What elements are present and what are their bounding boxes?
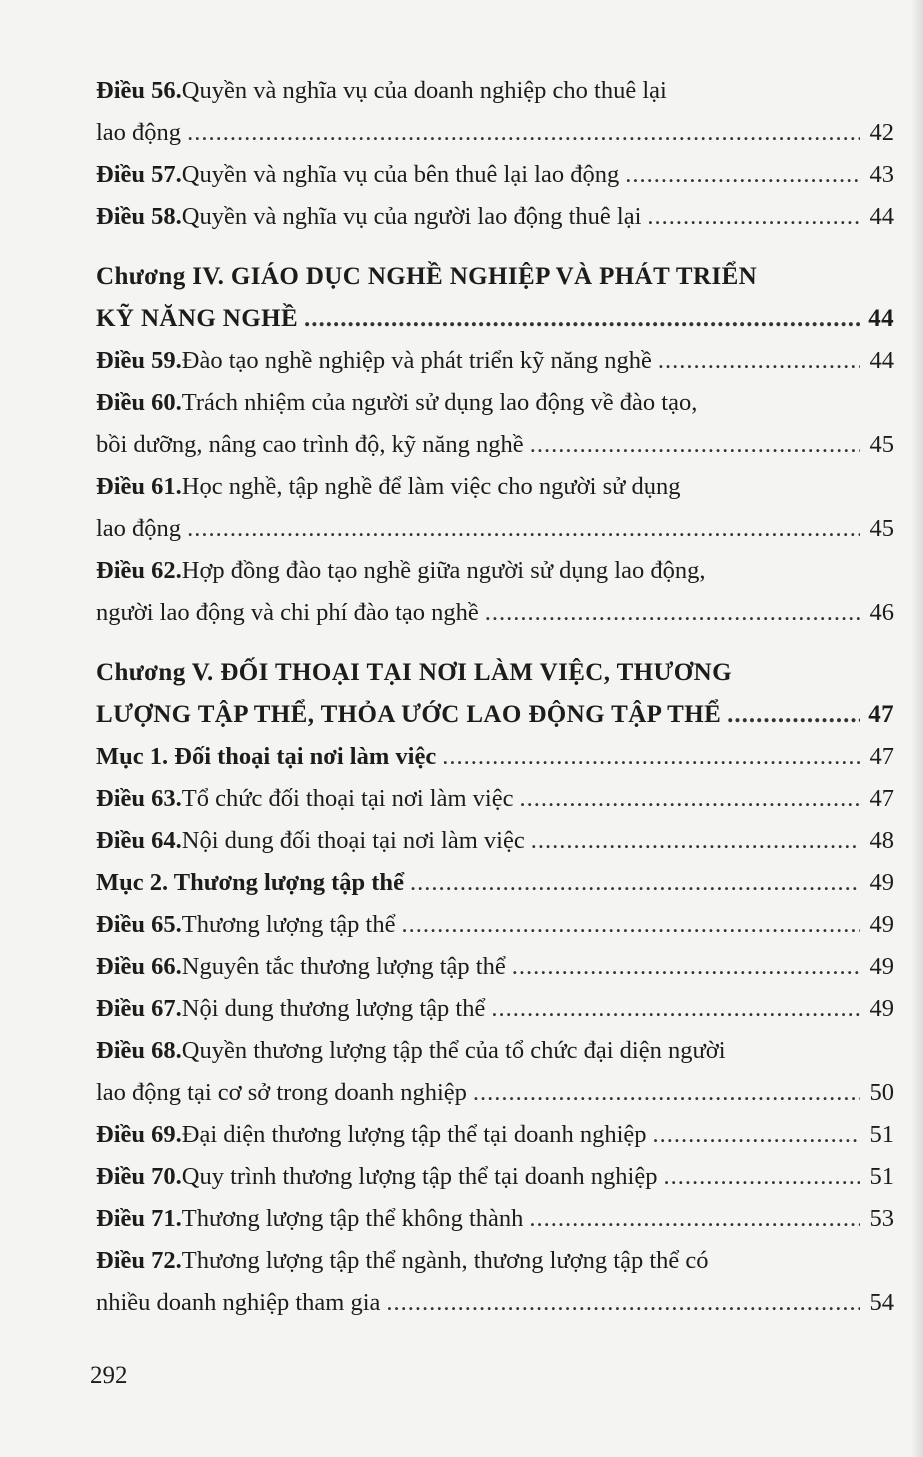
toc-line-continued bbox=[96, 1072, 894, 1114]
entry-title-continued: lao động bbox=[96, 515, 182, 542]
toc-line bbox=[96, 988, 894, 1030]
toc-page-number: 51 bbox=[869, 1121, 894, 1148]
toc-line bbox=[96, 550, 894, 592]
toc-article bbox=[96, 946, 894, 988]
entry-title-continued: bồi dưỡng, nâng cao trình độ, kỹ năng nghề bbox=[96, 431, 524, 458]
toc-line-continued bbox=[96, 508, 894, 550]
toc-line bbox=[96, 382, 894, 424]
toc-line bbox=[96, 1198, 894, 1240]
toc-article bbox=[96, 1030, 894, 1114]
toc-line bbox=[96, 778, 894, 820]
toc-line-continued bbox=[96, 1282, 894, 1324]
dot-leader bbox=[187, 508, 860, 550]
toc-page-number: 49 bbox=[869, 869, 894, 896]
entry-title: Nội dung thương lượng tập thể bbox=[181, 995, 486, 1022]
article-number: Điều 70. bbox=[96, 1163, 182, 1190]
toc-line-continued bbox=[96, 592, 894, 634]
article-number: Điều 66. bbox=[96, 953, 182, 980]
entry-title-continued: LƯỢNG TẬP THỂ, THỎA ƯỚC LAO ĐỘNG TẬP THỂ bbox=[96, 701, 722, 728]
toc-page-number: 47 bbox=[868, 701, 894, 728]
dot-leader bbox=[727, 694, 860, 736]
toc-article bbox=[96, 1156, 894, 1198]
dot-leader bbox=[512, 946, 860, 988]
dot-leader bbox=[304, 298, 860, 340]
article-number: Điều 61. bbox=[96, 473, 182, 500]
toc-article bbox=[96, 466, 894, 550]
entry-title: Tổ chức đối thoại tại nơi làm việc bbox=[181, 785, 514, 812]
toc-line bbox=[96, 1156, 894, 1198]
entry-title: Học nghề, tập nghề để làm việc cho người sử dụng bbox=[181, 473, 681, 500]
article-number: Điều 67. bbox=[96, 995, 182, 1022]
toc-line bbox=[96, 466, 894, 508]
toc-line bbox=[96, 340, 894, 382]
entry-title: Quyền và nghĩa vụ của bên thuê lại lao động bbox=[181, 161, 620, 188]
entry-title: Chương IV. GIÁO DỤC NGHỀ NGHIỆP VÀ PHÁT TRIỂN bbox=[96, 263, 758, 290]
toc-line-continued bbox=[96, 298, 894, 340]
dot-leader bbox=[647, 196, 860, 238]
dot-leader bbox=[658, 340, 860, 382]
toc-page-number: 47 bbox=[869, 785, 894, 812]
toc-page-number: 49 bbox=[869, 911, 894, 938]
dot-leader bbox=[491, 988, 860, 1030]
toc-article bbox=[96, 382, 894, 466]
entry-title: Thương lượng tập thể không thành bbox=[181, 1205, 524, 1232]
dot-leader bbox=[625, 154, 860, 196]
toc-article bbox=[96, 820, 894, 862]
toc-line-continued bbox=[96, 694, 894, 736]
toc-line bbox=[96, 1114, 894, 1156]
toc-page-number: 45 bbox=[869, 431, 894, 458]
entry-title: Đại diện thương lượng tập thể tại doanh nghiệp bbox=[181, 1121, 647, 1148]
entry-title: Nội dung đối thoại tại nơi làm việc bbox=[181, 827, 525, 854]
dot-leader bbox=[187, 112, 860, 154]
dot-leader bbox=[401, 904, 860, 946]
dot-leader bbox=[653, 1114, 860, 1156]
toc-line bbox=[96, 904, 894, 946]
article-number: Điều 58. bbox=[96, 203, 182, 230]
table-of-contents bbox=[96, 70, 894, 1324]
toc-article bbox=[96, 340, 894, 382]
toc-line bbox=[96, 736, 894, 778]
entry-title-continued: lao động bbox=[96, 119, 182, 146]
dot-leader bbox=[663, 1156, 860, 1198]
toc-page-number: 54 bbox=[869, 1289, 894, 1316]
toc-line bbox=[96, 1030, 894, 1072]
toc-line bbox=[96, 862, 894, 904]
toc-line-continued bbox=[96, 424, 894, 466]
toc-article bbox=[96, 70, 894, 154]
toc-line bbox=[96, 820, 894, 862]
toc-line bbox=[96, 196, 894, 238]
page-number: 292 bbox=[90, 1362, 128, 1389]
page-edge-shadow bbox=[911, 0, 923, 1457]
toc-article bbox=[96, 988, 894, 1030]
dot-leader bbox=[485, 592, 860, 634]
toc-page-number: 51 bbox=[869, 1163, 894, 1190]
article-number: Điều 72. bbox=[96, 1247, 182, 1274]
toc-article bbox=[96, 550, 894, 634]
toc-section bbox=[96, 862, 894, 904]
toc-article bbox=[96, 1114, 894, 1156]
dot-leader bbox=[386, 1282, 860, 1324]
entry-title-continued: lao động tại cơ sở trong doanh nghiệp bbox=[96, 1079, 467, 1106]
entry-title: Mục 2. Thương lượng tập thể bbox=[96, 869, 404, 896]
entry-title: Thương lượng tập thể ngành, thương lượng tập thể có bbox=[181, 1247, 709, 1274]
toc-article bbox=[96, 1198, 894, 1240]
article-number: Điều 59. bbox=[96, 347, 182, 374]
article-number: Điều 57. bbox=[96, 161, 182, 188]
toc-page-number: 48 bbox=[869, 827, 894, 854]
entry-title: Nguyên tắc thương lượng tập thể bbox=[181, 953, 506, 980]
article-number: Điều 60. bbox=[96, 389, 182, 416]
article-number: Điều 69. bbox=[96, 1121, 182, 1148]
toc-section bbox=[96, 736, 894, 778]
dot-leader bbox=[519, 778, 860, 820]
toc-page-number: 44 bbox=[869, 203, 894, 230]
article-number: Điều 62. bbox=[96, 557, 182, 584]
entry-title: Quy trình thương lượng tập thể tại doanh nghiệp bbox=[181, 1163, 658, 1190]
entry-title: Thương lượng tập thể bbox=[181, 911, 396, 938]
toc-page-number: 45 bbox=[869, 515, 894, 542]
dot-leader bbox=[529, 1198, 860, 1240]
toc-line bbox=[96, 154, 894, 196]
article-number: Điều 71. bbox=[96, 1205, 182, 1232]
toc-page-number: 43 bbox=[869, 161, 894, 188]
article-number: Điều 68. bbox=[96, 1037, 182, 1064]
toc-line bbox=[96, 1240, 894, 1282]
toc-line bbox=[96, 946, 894, 988]
toc-page-number: 42 bbox=[869, 119, 894, 146]
toc-line bbox=[96, 256, 894, 298]
toc-line bbox=[96, 652, 894, 694]
entry-title: Quyền và nghĩa vụ của người lao động thuê lại bbox=[181, 203, 642, 230]
toc-article bbox=[96, 904, 894, 946]
article-number: Điều 65. bbox=[96, 911, 182, 938]
toc-chapter bbox=[96, 256, 894, 340]
dot-leader bbox=[442, 736, 860, 778]
dot-leader bbox=[410, 862, 860, 904]
dot-leader bbox=[531, 820, 860, 862]
toc-page-number: 46 bbox=[869, 599, 894, 626]
toc-article bbox=[96, 154, 894, 196]
entry-title: Mục 1. Đối thoại tại nơi làm việc bbox=[96, 743, 437, 770]
entry-title: Quyền và nghĩa vụ của doanh nghiệp cho thuê lại bbox=[181, 77, 667, 104]
entry-title-continued: KỸ NĂNG NGHỀ bbox=[96, 305, 299, 332]
entry-title: Chương V. ĐỐI THOẠI TẠI NƠI LÀM VIỆC, THƯƠNG bbox=[96, 659, 732, 686]
entry-title-continued: nhiều doanh nghiệp tham gia bbox=[96, 1289, 381, 1316]
toc-page-number: 47 bbox=[869, 743, 894, 770]
entry-title: Trách nhiệm của người sử dụng lao động về đào tạo, bbox=[181, 389, 698, 416]
article-number: Điều 64. bbox=[96, 827, 182, 854]
toc-article bbox=[96, 778, 894, 820]
toc-page-number: 49 bbox=[869, 953, 894, 980]
toc-page-number: 50 bbox=[869, 1079, 894, 1106]
toc-article bbox=[96, 1240, 894, 1324]
toc-page-number: 53 bbox=[869, 1205, 894, 1232]
toc-page-number: 44 bbox=[869, 347, 894, 374]
entry-title: Đào tạo nghề nghiệp và phát triển kỹ năng nghề bbox=[181, 347, 652, 374]
article-number: Điều 56. bbox=[96, 77, 182, 104]
toc-article bbox=[96, 196, 894, 238]
article-number: Điều 63. bbox=[96, 785, 182, 812]
dot-leader bbox=[530, 424, 860, 466]
toc-chapter bbox=[96, 652, 894, 736]
toc-page-number: 44 bbox=[868, 305, 894, 332]
dot-leader bbox=[473, 1072, 860, 1114]
toc-line-continued bbox=[96, 112, 894, 154]
entry-title: Hợp đồng đào tạo nghề giữa người sử dụng lao động, bbox=[181, 557, 706, 584]
entry-title-continued: người lao động và chi phí đào tạo nghề bbox=[96, 599, 479, 626]
toc-line bbox=[96, 70, 894, 112]
entry-title: Quyền thương lượng tập thể của tổ chức đại diện người bbox=[181, 1037, 726, 1064]
toc-page-number: 49 bbox=[869, 995, 894, 1022]
